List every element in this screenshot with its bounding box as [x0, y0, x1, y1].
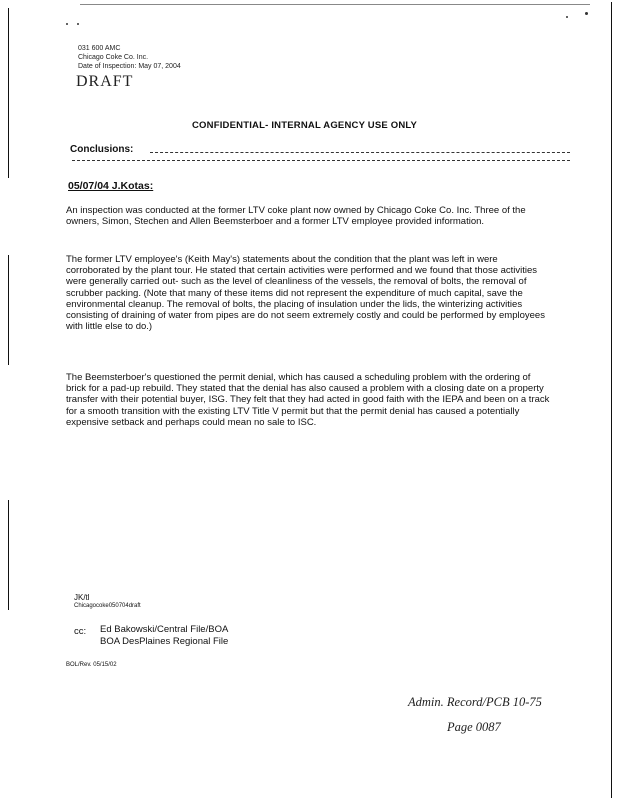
scan-speck — [566, 16, 568, 18]
header-company: Chicago Coke Co. Inc. — [78, 54, 149, 61]
paragraph-employee-statements: The former LTV employee's (Keith May's) statements about the condition that the plant was left in were corroborated by the plant tour. He stated that certain activities were performed and we found that those activities were generally carried out- such as the level of cleanliness of the vessels, the removal of bolts, the removal of scrubber packing. (Note that many of these items did not represent the expenditure of much capital, save the environmental cleanup. The removal of bolts, the placing of insulation under the lids, the winterizing activities consisting of draining of water from pipes are do not seem extremely costly and could be performed by employees with little else to do.) — [66, 254, 545, 333]
scan-edge-line — [8, 500, 9, 610]
revision-note: BOL/Rev. 05/15/02 — [66, 662, 117, 668]
scan-edge-line — [8, 255, 9, 365]
paragraph-inspection: An inspection was conducted at the former LTV coke plant now owned by Chicago Coke Co. Inc. Three of the owners, Simon, Stechen and Allen Beemsterboer and a former LTV employee provided information. — [66, 205, 526, 228]
draft-label: DRAFT — [76, 73, 134, 90]
confidential-banner: CONFIDENTIAL- INTERNAL AGENCY USE ONLY — [192, 120, 418, 131]
entry-heading: 05/07/04 J.Kotas: — [68, 180, 154, 192]
conclusions-dashed-line — [72, 160, 570, 161]
cc-recipient: Ed Bakowski/Central File/BOA — [100, 624, 229, 635]
scan-speck — [66, 23, 68, 25]
scan-top-line — [80, 4, 590, 5]
scan-speck — [77, 23, 79, 25]
conclusions-dashed-line — [150, 152, 570, 153]
initials: JK/tl — [74, 593, 90, 602]
cc-recipient: BOA DesPlaines Regional File — [100, 636, 229, 647]
scan-speck — [585, 12, 588, 15]
admin-record-stamp: Admin. Record/PCB 10-75 — [408, 695, 542, 709]
page-number-stamp: Page 0087 — [447, 720, 501, 734]
draft-filename: Chicagocoke050704draft — [74, 603, 141, 609]
scan-edge-line — [611, 2, 612, 798]
cc-label: cc: — [74, 626, 87, 637]
header-id: 031 600 AMC — [78, 45, 121, 52]
scan-edge-line — [8, 8, 9, 178]
conclusions-label: Conclusions: — [70, 144, 134, 155]
paragraph-permit-denial: The Beemsterboer's questioned the permit denial, which has caused a scheduling problem with the ordering of brick for a pad-up rebuild. They stated that the denial has also caused a problem with a closing date on a property transfer with their potential buyer, ISG. They felt that they had acted in good faith with the IEPA and been on a track for a smooth transition with the existing LTV Title V permit but that the permit denial has caused a potentially expensive setback and perhaps could mean no sale to ISC. — [66, 372, 550, 428]
header-inspection-date: Date of Inspection: May 07, 2004 — [78, 63, 181, 70]
